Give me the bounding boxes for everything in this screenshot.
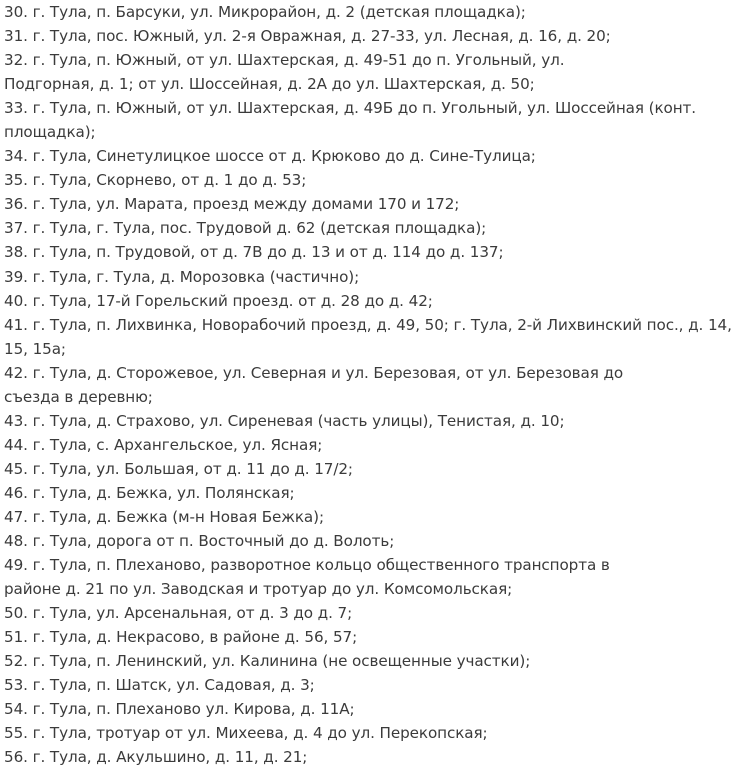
list-line: Подгорная, д. 1; от ул. Шоссейная, д. 2А до ул. Шахтерская, д. 50; bbox=[4, 75, 535, 94]
list-line: 33. г. Тула, п. Южный, от ул. Шахтерская, д. 49Б до п. Угольный, ул. Шоссейная (конт. bbox=[4, 99, 697, 118]
list-line: 51. г. Тула, д. Некрасово, в районе д. 56, 57; bbox=[4, 628, 358, 647]
list-line: съезда в деревню; bbox=[4, 387, 153, 406]
list-line: 31. г. Тула, пос. Южный, ул. 2-я Овражная, д. 27-33, ул. Лесная, д. 16, д. 20; bbox=[4, 27, 611, 46]
list-line: 32. г. Тула, п. Южный, от ул. Шахтерская, д. 49-51 до п. Угольный, ул. bbox=[4, 51, 565, 70]
list-line: 36. г. Тула, ул. Марата, проезд между домами 170 и 172; bbox=[4, 195, 460, 214]
list-line: 39. г. Тула, г. Тула, д. Морозовка (частично); bbox=[4, 267, 360, 286]
list-line: 53. г. Тула, п. Шатск, ул. Садовая, д. 3; bbox=[4, 676, 315, 695]
list-line: районе д. 21 по ул. Заводская и тротуар до ул. Комсомольская; bbox=[4, 580, 513, 599]
list-line: 38. г. Тула, п. Трудовой, от д. 7В до д. 13 и от д. 114 до д. 137; bbox=[4, 243, 504, 262]
list-line: 41. г. Тула, п. Лихвинка, Новорабочий проезд, д. 49, 50; г. Тула, 2-й Лихвинский пос., д. 14, bbox=[4, 315, 732, 334]
list-line: 56. г. Тула, д. Акульшино, д. 11, д. 21; bbox=[4, 748, 308, 767]
list-line: 49. г. Тула, п. Плеханово, разворотное кольцо общественного транспорта в bbox=[4, 556, 610, 575]
list-line: 43. г. Тула, д. Страхово, ул. Сиреневая (часть улицы), Тенистая, д. 10; bbox=[4, 411, 565, 430]
list-line: 15, 15а; bbox=[4, 339, 66, 358]
list-line: 37. г. Тула, г. Тула, пос. Трудовой д. 62 (детская площадка); bbox=[4, 219, 487, 238]
list-line: 55. г. Тула, тротуар от ул. Михеева, д. 4 до ул. Перекопская; bbox=[4, 724, 488, 743]
list-line: 35. г. Тула, Скорнево, от д. 1 до д. 53; bbox=[4, 171, 307, 190]
list-line: 42. г. Тула, д. Сторожевое, ул. Северная и ул. Березовая, от ул. Березовая до bbox=[4, 363, 624, 382]
list-line: 50. г. Тула, ул. Арсенальная, от д. 3 до д. 7; bbox=[4, 604, 353, 623]
address-list bbox=[4, 0, 739, 770]
list-line: 54. г. Тула, п. Плеханово ул. Кирова, д. 11А; bbox=[4, 700, 355, 719]
list-line: 52. г. Тула, п. Ленинский, ул. Калинина (не освещенные участки); bbox=[4, 652, 531, 671]
list-line: 30. г. Тула, п. Барсуки, ул. Микрорайон, д. 2 (детская площадка); bbox=[4, 3, 526, 21]
list-line: 47. г. Тула, д. Бежка (м-н Новая Бежка); bbox=[4, 507, 324, 526]
list-line: площадка); bbox=[4, 123, 96, 142]
list-line: 34. г. Тула, Синетулицкое шоссе от д. Крюково до д. Сине-Тулица; bbox=[4, 147, 536, 166]
list-line: 45. г. Тула, ул. Большая, от д. 11 до д. 17/2; bbox=[4, 459, 353, 478]
list-line: 46. г. Тула, д. Бежка, ул. Полянская; bbox=[4, 483, 295, 502]
list-line: 40. г. Тула, 17-й Горельский проезд. от д. 28 до д. 42; bbox=[4, 291, 433, 310]
list-line: 48. г. Тула, дорога от п. Восточный до д. Волоть; bbox=[4, 532, 395, 551]
list-line: 44. г. Тула, с. Архангельское, ул. Ясная; bbox=[4, 435, 323, 454]
